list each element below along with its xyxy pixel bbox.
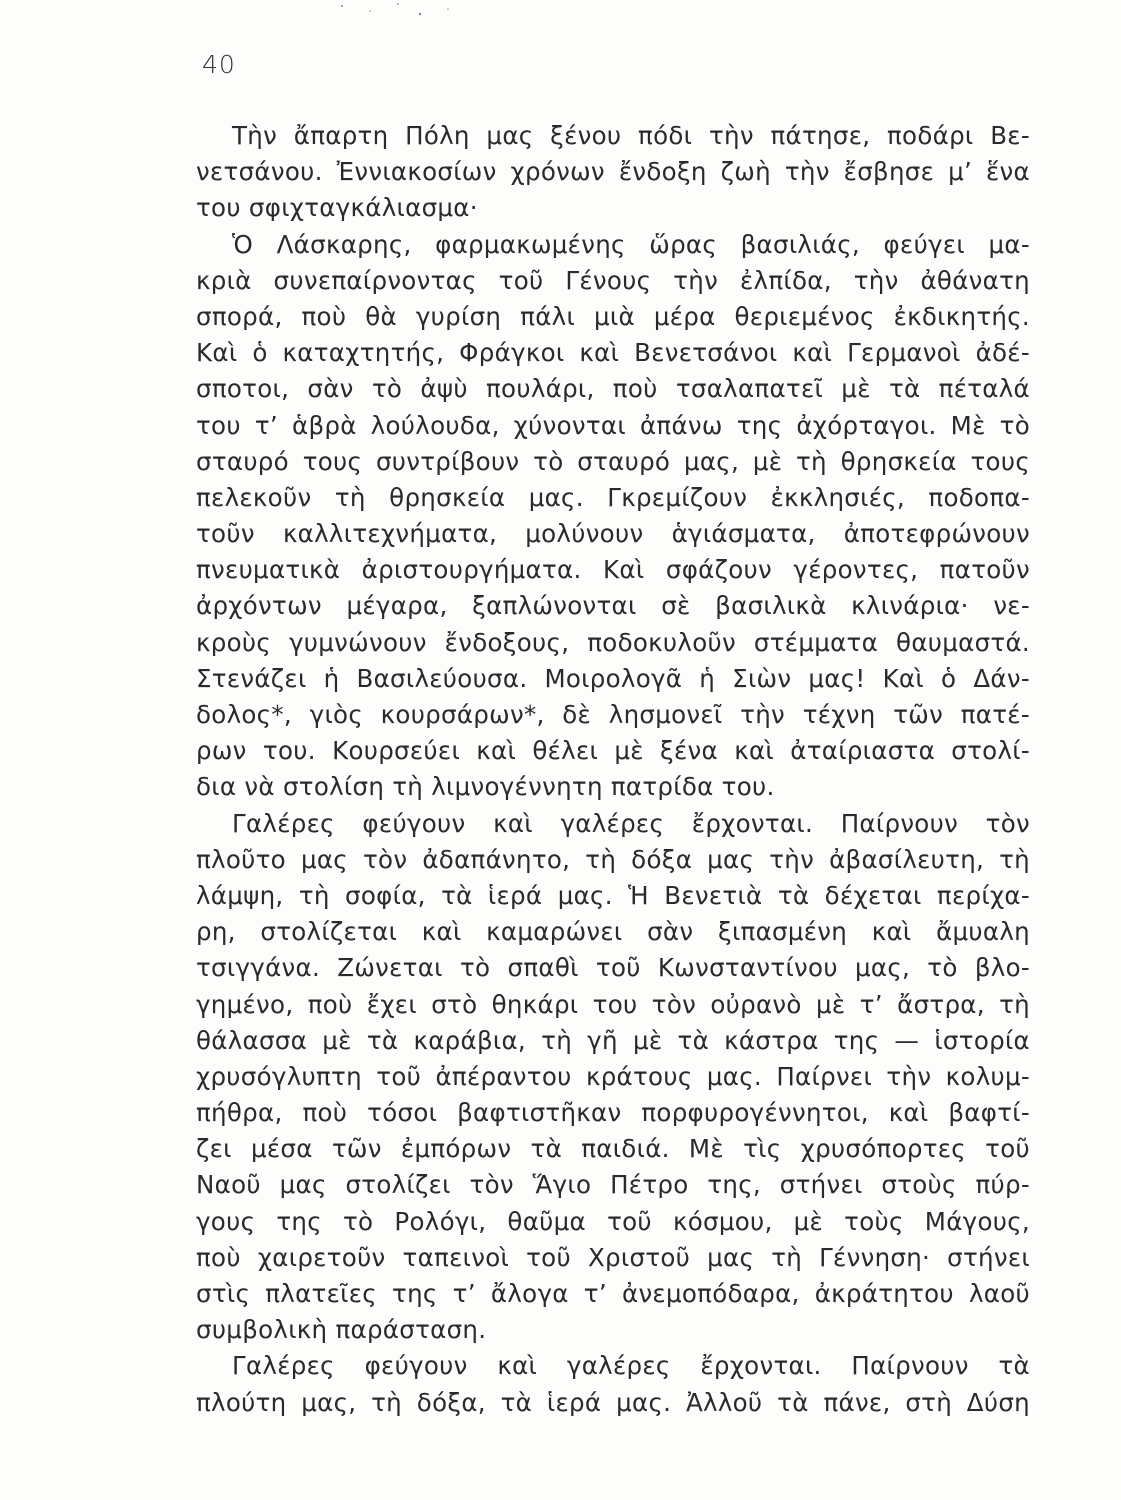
text-line: ρη, στολίζεται καὶ καμαρώνει σὰν ξιπασμένη καὶ ἄμυαλη	[196, 917, 1030, 947]
text-line: σταυρό τους συντρίβουν τὸ σταυρό μας, μὲ τὴ θρησκεία τους	[196, 446, 1030, 476]
text-line: Τὴν ἄπαρτη Πόλη μας ξένου πόδι τὴν πάτησε, ποδάρι Βε-	[232, 121, 1030, 150]
body-text	[196, 118, 1030, 1421]
page-number: 40	[202, 50, 236, 79]
text-line: τοῦν καλλιτεχνήματα, μολύνουν ἁγιάσματα, ἀποτεφρώνουν	[196, 519, 1030, 549]
text-line: σποτοι, σὰν τὸ ἀψὺ πουλάρι, ποὺ τσαλαπατεῖ μὲ τὰ πέταλά	[196, 374, 1030, 404]
text-line: δια νὰ στολίση τὴ λιμνογέννητη πατρίδα του.	[196, 772, 775, 802]
text-line: πνευματικὰ ἀριστουργήματα. Καὶ σφάζουν γέροντες, πατοῦν	[196, 555, 1030, 585]
text-line: του τ’ ἁβρὰ λούλουδα, χύνονται ἀπάνω της ἀχόρταγοι. Μὲ τὸ	[196, 410, 1030, 440]
text-line: σπορά, ποὺ θὰ γυρίση πάλι μιὰ μέρα θεριεμένος ἐκδικητής.	[196, 301, 1030, 331]
text-line: ζει μέσα τῶν ἐμπόρων τὰ παιδιά. Μὲ τὶς χρυσόπορτες τοῦ	[196, 1134, 1030, 1164]
text-line: δολος*, γιὸς κουρσάρων*, δὲ λησμονεῖ τὴν τέχνη τῶν πατέ-	[196, 700, 1030, 729]
text-line: γους της τὸ Ρολόγι, θαῦμα τοῦ κόσμου, μὲ τοὺς Μάγους,	[196, 1206, 1030, 1236]
text-line: του σφιχταγκάλιασμα·	[196, 193, 478, 223]
text-line: γημένο, ποὺ ἔχει στὸ θηκάρι του τὸν οὐρανὸ μὲ τ’ ἄστρα, τὴ	[196, 989, 1030, 1019]
text-line: κριὰ συνεπαίρνοντας τοῦ Γένους τὴν ἐλπίδα, τὴν ἀθάνατη	[196, 265, 1030, 295]
text-line: συμβολικὴ παράσταση.	[196, 1315, 487, 1345]
text-line: Ὁ Λάσκαρης, φαρμακωμένης ὥρας βασιλιάς, φεύγει μα-	[232, 229, 1030, 259]
text-line: Στενάζει ἡ Βασιλεύουσα. Μοιρολογᾶ ἡ Σιὼν μας! Καὶ ὁ Δάν-	[196, 663, 1030, 693]
text-line: ποὺ χαιρετοῦν ταπεινοὶ τοῦ Χριστοῦ μας τὴ Γέννηση· στήνει	[196, 1242, 1030, 1272]
text-line: Ναοῦ μας στολίζει τὸν Ἅγιο Πέτρο της, στήνει στοὺς πύρ-	[196, 1170, 1030, 1200]
text-line: Γαλέρες φεύγουν καὶ γαλέρες ἔρχονται. Παίρνουν τὰ	[232, 1351, 1030, 1381]
text-line: νετσάνου. Ἐννιακοσίων χρόνων ἔνδοξη ζωὴ τὴν ἔσβησε μ’ ἕνα	[196, 157, 1030, 187]
text-line: ἀρχόντων μέγαρα, ξαπλώνονται σὲ βασιλικὰ κλινάρια· νε-	[196, 591, 1030, 621]
text-line: στὶς πλατεῖες της τ’ ἄλογα τ’ ἀνεμοπόδαρα, ἀκράτητου λαοῦ	[196, 1279, 1030, 1308]
text-line: ρων του. Κουρσεύει καὶ θέλει μὲ ξένα καὶ ἀταίριαστα στολί-	[196, 736, 1030, 766]
text-line: πελεκοῦν τὴ θρησκεία μας. Γκρεμίζουν ἐκκλησιές, ποδοπα-	[196, 482, 1030, 512]
text-line: τσιγγάνα. Ζώνεται τὸ σπαθὶ τοῦ Κωνσταντίνου μας, τὸ βλο-	[196, 953, 1030, 983]
text-line: κροὺς γυμνώνουν ἔνδοξους, ποδοκυλοῦν στέμματα θαυμαστά.	[196, 627, 1030, 657]
text-line: πήθρα, ποὺ τόσοι βαφτιστῆκαν πορφυρογέννητοι, καὶ βαφτί-	[196, 1098, 1030, 1128]
text-line: θάλασσα μὲ τὰ καράβια, τὴ γῆ μὲ τὰ κάστρα της — ἱστορία	[196, 1025, 1030, 1055]
text-line: πλούτη μας, τὴ δόξα, τὰ ἱερά μας. Ἀλλοῦ τὰ πάνε, στὴ Δύση	[196, 1387, 1030, 1417]
text-line: λάμψη, τὴ σοφία, τὰ ἱερά μας. Ἡ Βενετιὰ τὰ δέχεται περίχα-	[196, 880, 1030, 910]
text-line: πλοῦτο μας τὸν ἀδαπάνητο, τὴ δόξα μας τὴν ἀβασίλευτη, τὴ	[196, 844, 1030, 874]
text-line: χρυσόγλυπτη τοῦ ἀπέραντου κράτους μας. Παίρνει τὴν κολυμ-	[196, 1061, 1030, 1091]
scan-specks	[330, 0, 470, 20]
text-line: Καὶ ὁ καταχτητής, Φράγκοι καὶ Βενετσάνοι καὶ Γερμανοὶ ἀδέ-	[196, 338, 1030, 368]
text-line: Γαλέρες φεύγουν καὶ γαλέρες ἔρχονται. Παίρνουν τὸν	[232, 808, 1030, 838]
